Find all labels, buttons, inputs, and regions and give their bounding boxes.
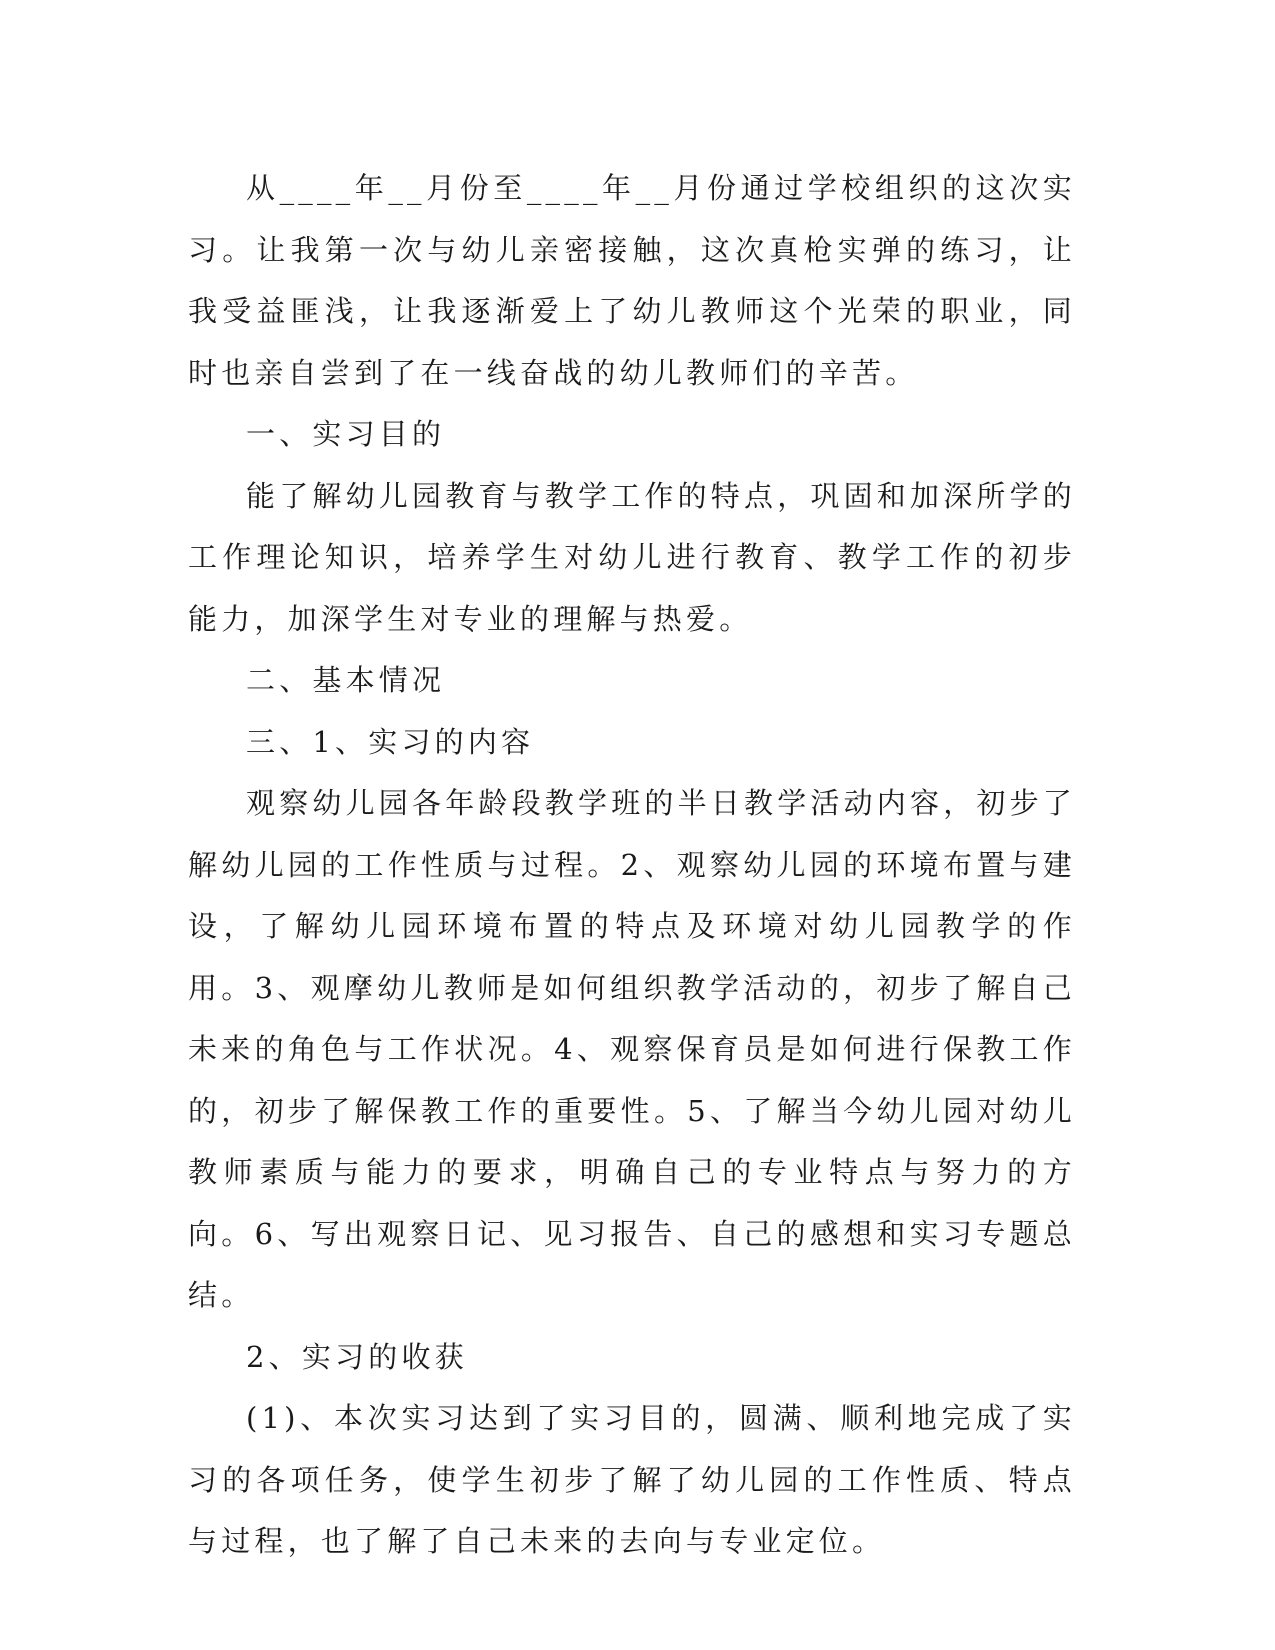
heading-internship-content: 三、1、实习的内容 — [246, 724, 535, 759]
paragraph-intro: 从____年__月份至____年__月份通过学校组织的这次实习。让我第一次与幼儿亲密接触，这次真枪实弹的练习，让我受益匪浅，让我逐渐爱上了幼儿教师这个光荣的职业，同时也亲自尝到了在一线奋战的幼儿教师们的辛苦。 — [188, 171, 1076, 390]
paragraph-content: 观察幼儿园各年龄段教学班的半日教学活动内容，初步了解幼儿园的工作性质与过程。2、观察幼儿园的环境布置与建设，了解幼儿园环境布置的特点及环境对幼儿园教学的作用。3、观摩幼儿教师是如何组织教学活动的，初步了解自己未来的角色与工作状况。4、观察保育员是如何进行保教工作的，初步了解保教工作的重要性。5、了解当今幼儿园对幼儿教师素质与能力的要求，明确自己的专业特点与努力的方向。6、写出观察日记、见习报告、自己的感想和实习专题总结。 — [188, 786, 1077, 1312]
heading-internship-gains: 2、实习的收获 — [246, 1339, 468, 1374]
paragraph-gains: (1)、本次实习达到了实习目的，圆满、顺利地完成了实习的各项任务，使学生初步了解了幼儿园的工作性质、特点与过程，也了解了自己未来的去向与专业定位。 — [188, 1401, 1076, 1558]
paragraph-purpose: 能了解幼儿园教育与教学工作的特点，巩固和加深所学的工作理论知识，培养学生对幼儿进行教育、教学工作的初步能力，加深学生对专业的理解与热爱。 — [188, 478, 1077, 636]
heading-basic-situation: 二、基本情况 — [246, 663, 446, 697]
document-body — [188, 158, 1076, 1573]
heading-internship-purpose: 一、实习目的 — [246, 417, 446, 451]
